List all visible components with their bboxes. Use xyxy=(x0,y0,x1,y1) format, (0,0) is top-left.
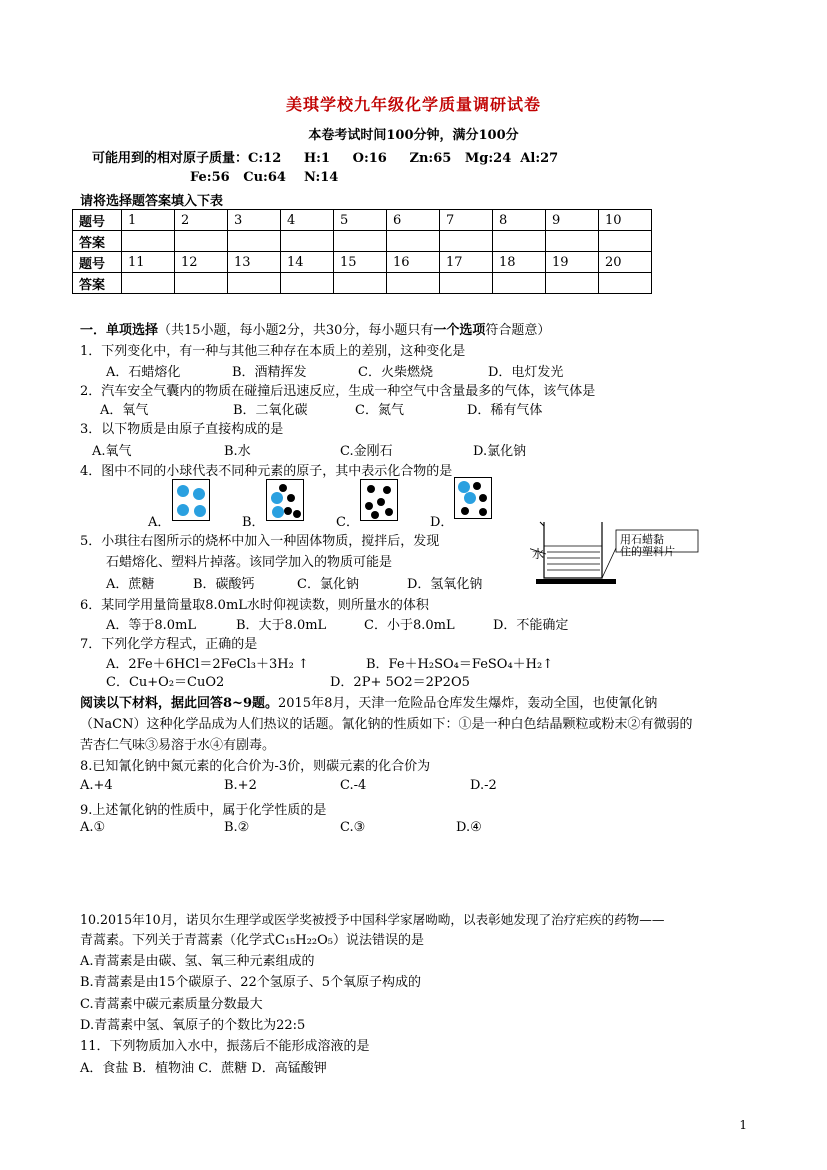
q6-option-a[interactable]: A．等于8.0mL xyxy=(106,618,197,633)
question-3: 3．以下物质是由原子直接构成的是 xyxy=(80,422,284,437)
question-10: 10.2015年10月，诺贝尔生理学或医学奖被授予中国科学家屠呦呦，以表彰她发现了治疗疟疾的药物—— xyxy=(80,912,665,927)
q10-option-a[interactable]: A.青蒿素是由碳、氢、氧三种元素组成的 xyxy=(80,954,315,969)
q5-option-a[interactable]: A．蔗糖 xyxy=(106,577,155,592)
answer-cell[interactable] xyxy=(281,273,334,294)
q-num: 1 xyxy=(122,210,175,231)
q4-option-d[interactable]: D． xyxy=(430,515,454,530)
q-num: 20 xyxy=(599,252,652,273)
beaker-label-1: 用石蜡黏 xyxy=(620,533,664,546)
section-desc-end: 符合题意） xyxy=(485,323,551,338)
beaker-label-2: 住的塑料片 xyxy=(620,545,675,558)
section-emph: 一个选项 xyxy=(433,323,486,338)
answer-cell[interactable] xyxy=(122,273,175,294)
q11-options[interactable]: A．食盐 B．植物油 C．蔗糖 D．高锰酸钾 xyxy=(80,1061,327,1076)
q-num: 14 xyxy=(281,252,334,273)
q7-option-b[interactable]: B．Fe＋H₂SO₄＝FeSO₄＋H₂↑ xyxy=(366,657,554,672)
section-desc: （共15小题，每小题2分，共30分，每小题只有 xyxy=(158,323,434,338)
page-title: 美琪学校九年级化学质量调研试卷 xyxy=(285,95,541,114)
question-7: 7．下列化学方程式，正确的是 xyxy=(80,637,258,652)
reading-text: 2015年8月，天津一危险品仓库发生爆炸，轰动全国，也使氰化钠 xyxy=(277,696,658,711)
question-6: 6．某同学用量筒量取8.0mL水时仰视读数，则所量水的体积 xyxy=(80,598,429,613)
q-num: 18 xyxy=(493,252,546,273)
q-num: 13 xyxy=(228,252,281,273)
q6-option-c[interactable]: C．小于8.0mL xyxy=(364,618,455,633)
q-num: 4 xyxy=(281,210,334,231)
q-num: 5 xyxy=(334,210,387,231)
answer-cell[interactable] xyxy=(599,231,652,252)
q-num: 8 xyxy=(493,210,546,231)
q2-option-c[interactable]: C．氮气 xyxy=(355,403,404,418)
question-4: 4．图中不同的小球代表不同种元素的原子，其中表示化合物的是 xyxy=(80,464,453,479)
q7-option-d[interactable]: D．2P+ 5O2＝2P2O5 xyxy=(330,675,470,690)
q-num: 3 xyxy=(228,210,281,231)
q10-option-d[interactable]: D.青蒿素中氢、氧原子的个数比为22:5 xyxy=(80,1018,306,1033)
answer-cell[interactable] xyxy=(493,231,546,252)
question-2: 2．汽车安全气囊内的物质在碰撞后迅速反应，生成一种空气中含量最多的气体，该气体是 xyxy=(80,384,596,399)
q-num: 19 xyxy=(546,252,599,273)
beaker-label-water: 水 xyxy=(532,547,545,561)
molecule-figure-c xyxy=(360,479,398,521)
label-a: 答案 xyxy=(73,231,122,252)
q4-option-c[interactable]: C． xyxy=(336,515,359,530)
question-1: 1．下列变化中，有一种与其他三种存在本质上的差别，这种变化是 xyxy=(80,344,466,359)
q2-option-a[interactable]: A．氧气 xyxy=(100,403,149,418)
q3-option-a[interactable]: A.氧气 xyxy=(92,444,132,459)
answer-cell[interactable] xyxy=(493,273,546,294)
reading-material-line-2: （NaCN）这种化学品成为人们热议的话题。氰化钠的性质如下：①是一种白色结晶颗粒或粉末②有微弱的 xyxy=(80,717,693,732)
label-a: 答案 xyxy=(73,273,122,294)
q-num: 16 xyxy=(387,252,440,273)
exam-info: 本卷考试时间100分钟，满分100分 xyxy=(308,128,519,143)
q4-option-b[interactable]: B． xyxy=(242,515,265,530)
question-11: 11．下列物质加入水中，振荡后不能形成溶液的是 xyxy=(80,1039,370,1054)
q1-option-d[interactable]: D．电灯发光 xyxy=(488,365,564,380)
q8-option-a[interactable]: A.+4 xyxy=(80,778,113,793)
answer-cell[interactable] xyxy=(175,231,228,252)
answer-cell[interactable] xyxy=(387,273,440,294)
answer-cell[interactable] xyxy=(440,231,493,252)
q3-option-c[interactable]: C.金刚石 xyxy=(340,444,393,459)
q9-option-c[interactable]: C.③ xyxy=(340,820,366,835)
q7-option-c[interactable]: C．Cu+O₂＝CuO2 xyxy=(106,675,225,690)
q3-option-d[interactable]: D.氯化钠 xyxy=(473,444,527,459)
page-number: 1 xyxy=(739,1118,747,1132)
reading-material-line-1 xyxy=(80,692,657,711)
label-q: 题号 xyxy=(73,210,122,231)
answer-cell[interactable] xyxy=(228,273,281,294)
q1-option-a[interactable]: A．石蜡熔化 xyxy=(106,365,181,380)
q-num: 11 xyxy=(122,252,175,273)
answer-cell[interactable] xyxy=(546,231,599,252)
q8-option-c[interactable]: C.-4 xyxy=(340,778,367,793)
q-num: 12 xyxy=(175,252,228,273)
q3-option-b[interactable]: B.水 xyxy=(224,444,251,459)
label-q: 题号 xyxy=(73,252,122,273)
answer-cell[interactable] xyxy=(228,231,281,252)
molecule-figure-d xyxy=(454,477,492,519)
q-num: 7 xyxy=(440,210,493,231)
question-10-cont: 青蒿素。下列关于青蒿素（化学式C₁₅H₂₂O₅）说法错误的是 xyxy=(80,933,424,948)
q10-option-c[interactable]: C.青蒿素中碳元素质量分数最大 xyxy=(80,997,263,1012)
q4-option-a[interactable]: A． xyxy=(148,515,171,530)
question-9: 9.上述氰化钠的性质中，属于化学性质的是 xyxy=(80,803,327,818)
q9-option-d[interactable]: D.④ xyxy=(456,820,482,835)
q10-option-b[interactable]: B.青蒿素是由15个碳原子、22个氢原子、5个氧原子构成的 xyxy=(80,975,422,990)
q2-option-d[interactable]: D．稀有气体 xyxy=(467,403,543,418)
molecule-figure-a xyxy=(172,479,210,521)
q6-option-b[interactable]: B．大于8.0mL xyxy=(236,618,327,633)
answer-cell[interactable] xyxy=(440,273,493,294)
q8-option-b[interactable]: B.+2 xyxy=(224,778,257,793)
reading-material-line-3: 苦杏仁气味③易溶于水④有剧毒。 xyxy=(80,738,276,753)
q-num: 17 xyxy=(440,252,493,273)
q1-option-b[interactable]: B．酒精挥发 xyxy=(232,365,307,380)
question-8: 8.已知氰化钠中氮元素的化合价为-3价，则碳元素的化合价为 xyxy=(80,759,431,774)
table-row xyxy=(73,231,652,252)
q5-option-d[interactable]: D．氢氧化钠 xyxy=(407,577,483,592)
answer-cell[interactable] xyxy=(334,231,387,252)
q-num: 15 xyxy=(334,252,387,273)
section-heading xyxy=(80,319,550,338)
question-5-cont: 石蜡熔化、塑料片掉落。该同学加入的物质可能是 xyxy=(106,555,393,570)
q1-option-c[interactable]: C．火柴燃烧 xyxy=(358,365,433,380)
q-num: 9 xyxy=(546,210,599,231)
answer-cell[interactable] xyxy=(546,273,599,294)
table-row xyxy=(73,210,652,231)
q6-option-d[interactable]: D．不能确定 xyxy=(493,618,569,633)
q9-option-b[interactable]: B.② xyxy=(224,820,250,835)
answer-cell[interactable] xyxy=(599,273,652,294)
answer-table-note: 请将选择题答案填入下表 xyxy=(80,194,224,209)
answer-cell[interactable] xyxy=(334,273,387,294)
answer-cell[interactable] xyxy=(281,231,334,252)
table-row xyxy=(73,252,652,273)
q9-option-a[interactable]: A.① xyxy=(80,820,106,835)
reading-title: 阅读以下材料，据此回答8~9题。 xyxy=(80,696,278,711)
q8-option-d[interactable]: D.-2 xyxy=(470,778,497,793)
molecule-figure-b xyxy=(266,479,304,521)
q7-option-a[interactable]: A．2Fe＋6HCl＝2FeCl₃＋3H₂ ↑ xyxy=(106,657,309,672)
section-title: 一．单项选择 xyxy=(80,323,159,338)
q-num: 6 xyxy=(387,210,440,231)
q5-option-b[interactable]: B．碳酸钙 xyxy=(193,577,255,592)
atomic-mass-line-1: 可能用到的相对原子质量：C:12 H:1 O:16 Zn:65 Mg:24 Al:27 xyxy=(92,151,559,166)
q2-option-b[interactable]: B．二氧化碳 xyxy=(233,403,308,418)
q-num: 2 xyxy=(175,210,228,231)
table-row xyxy=(73,273,652,294)
answer-cell[interactable] xyxy=(175,273,228,294)
answer-cell[interactable] xyxy=(122,231,175,252)
q-num: 10 xyxy=(599,210,652,231)
atomic-mass-line-2: Fe:56 Cu:64 N:14 xyxy=(190,170,339,185)
answer-cell[interactable] xyxy=(387,231,440,252)
q5-option-c[interactable]: C．氯化钠 xyxy=(297,577,359,592)
question-5: 5．小琪往右图所示的烧杯中加入一种固体物质，搅拌后，发现 xyxy=(80,534,440,549)
answer-table xyxy=(72,209,652,294)
